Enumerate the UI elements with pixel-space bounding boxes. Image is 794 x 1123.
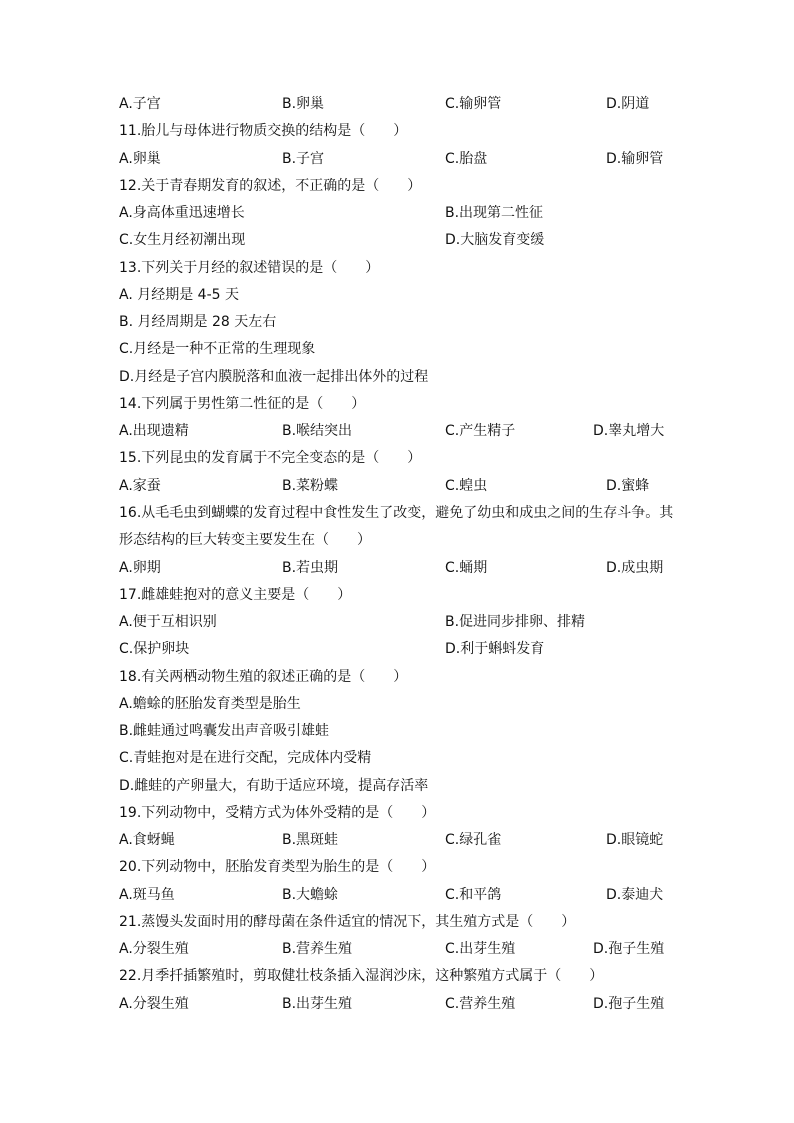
q19-option-b: B.黑斑蛙 <box>282 832 339 848</box>
q12-options-row1 <box>119 200 724 227</box>
q21-option-c: C.出芽生殖 <box>445 941 516 957</box>
q20-options <box>119 882 724 909</box>
q17-options-row1 <box>119 609 724 636</box>
q15-options <box>119 473 724 500</box>
q11-option-d: D.输卵管 <box>606 151 664 167</box>
q18-option-c: C.青蛙抱对是在进行交配，完成体内受精 <box>119 750 372 766</box>
q15-option-b: B.菜粉蝶 <box>282 478 339 494</box>
q22-options <box>119 991 724 1018</box>
q10-option-d: D.阴道 <box>606 96 650 112</box>
q11-option-b: B.子宫 <box>282 151 325 167</box>
q15-option-a: A.家蚕 <box>119 478 161 494</box>
q10-option-a: A.子宫 <box>119 96 161 112</box>
q14-option-c: C.产生精子 <box>445 423 516 439</box>
q18-stem: 18.有关两栖动物生殖的叙述正确的是（ ） <box>119 669 408 685</box>
q11-options <box>119 146 724 173</box>
q16-option-d: D.成虫期 <box>606 560 664 576</box>
q11-stem: 11.胎儿与母体进行物质交换的结构是（ ） <box>119 123 408 139</box>
q22-option-a: A.分裂生殖 <box>119 996 189 1012</box>
q18-option-a: A.蟾蜍的胚胎发育类型是胎生 <box>119 696 301 712</box>
q16-option-a: A.卵期 <box>119 560 161 576</box>
q22-option-c: C.营养生殖 <box>445 996 516 1012</box>
q14-stem: 14.下列属于男性第二性征的是（ ） <box>119 396 366 412</box>
q14-options <box>119 418 724 445</box>
q21-stem: 21.蒸馒头发面时用的酵母菌在条件适宜的情况下，其生殖方式是（ ） <box>119 914 576 930</box>
q15-option-d: D.蜜蜂 <box>606 478 650 494</box>
q13-stem: 13.下列关于月经的叙述错误的是（ ） <box>119 260 380 276</box>
q14-option-b: B.喉结突出 <box>282 423 353 439</box>
q20-stem: 20.下列动物中，胚胎发育类型为胎生的是（ ） <box>119 859 436 875</box>
q14-option-a: A.出现遗精 <box>119 423 189 439</box>
q16-stem-line2: 形态结构的巨大转变主要发生在（ ） <box>119 532 371 548</box>
q15-option-c: C.蝗虫 <box>445 478 488 494</box>
q16-stem-line1: 16.从毛毛虫到蝴蝶的发育过程中食性发生了改变，避免了幼虫和成虫之间的生存斗争。其 <box>119 505 674 521</box>
q19-option-a: A.食蚜蝇 <box>119 832 175 848</box>
q11-option-a: A.卵巢 <box>119 151 161 167</box>
q21-option-b: B.营养生殖 <box>282 941 353 957</box>
q12-option-a: A.身高体重迅速增长 <box>119 205 245 221</box>
q19-stem: 19.下列动物中，受精方式为体外受精的是（ ） <box>119 805 436 821</box>
q21-option-d: D.孢子生殖 <box>593 941 665 957</box>
q20-option-d: D.泰迪犬 <box>606 887 664 903</box>
q16-option-b: B.若虫期 <box>282 560 339 576</box>
q17-option-a: A.便于互相识别 <box>119 614 217 630</box>
q19-option-c: C.绿孔雀 <box>445 832 502 848</box>
q19-option-d: D.眼镜蛇 <box>606 832 664 848</box>
q18-option-d: D.雌蛙的产卵量大，有助于适应环境，提高存活率 <box>119 778 429 794</box>
q13-option-a: A. 月经期是 4-5 天 <box>119 287 239 303</box>
q13-option-c: C.月经是一种不正常的生理现象 <box>119 341 316 357</box>
q16-option-c: C.蛹期 <box>445 560 488 576</box>
q16-options <box>119 555 724 582</box>
q21-option-a: A.分裂生殖 <box>119 941 189 957</box>
q22-option-b: B.出芽生殖 <box>282 996 353 1012</box>
q17-option-d: D.利于蝌蚪发育 <box>445 641 545 657</box>
q17-options-row2 <box>119 636 724 663</box>
q12-option-b: B.出现第二性征 <box>445 205 544 221</box>
q20-option-c: C.和平鸽 <box>445 887 502 903</box>
q15-stem: 15.下列昆虫的发育属于不完全变态的是（ ） <box>119 450 422 466</box>
q10-option-c: C.输卵管 <box>445 96 502 112</box>
q10-option-b: B.卵巢 <box>282 96 325 112</box>
q12-option-c: C.女生月经初潮出现 <box>119 232 246 248</box>
q22-option-d: D.孢子生殖 <box>593 996 665 1012</box>
q12-option-d: D.大脑发育变缓 <box>445 232 545 248</box>
q13-option-d: D.月经是子宫内膜脱落和血液一起排出体外的过程 <box>119 369 429 385</box>
q18-option-b: B.雌蛙通过鸣囊发出声音吸引雄蛙 <box>119 723 330 739</box>
q14-option-d: D.睾丸增大 <box>593 423 665 439</box>
q20-option-a: A.斑马鱼 <box>119 887 175 903</box>
q21-options <box>119 936 724 963</box>
q12-stem: 12.关于青春期发育的叙述，不正确的是（ ） <box>119 178 422 194</box>
q17-stem: 17.雌雄蛙抱对的意义主要是（ ） <box>119 587 352 603</box>
q19-options <box>119 827 724 854</box>
q11-option-c: C.胎盘 <box>445 151 488 167</box>
q22-stem: 22.月季扦插繁殖时，剪取健壮枝条插入湿润沙床，这种繁殖方式属于（ ） <box>119 968 604 984</box>
q17-option-b: B.促进同步排卵、排精 <box>445 614 586 630</box>
q12-options-row2 <box>119 227 724 254</box>
q17-option-c: C.保护卵块 <box>119 641 190 657</box>
q20-option-b: B.大蟾蜍 <box>282 887 339 903</box>
q13-option-b: B. 月经周期是 28 天左右 <box>119 314 277 330</box>
q10-options <box>119 91 724 118</box>
